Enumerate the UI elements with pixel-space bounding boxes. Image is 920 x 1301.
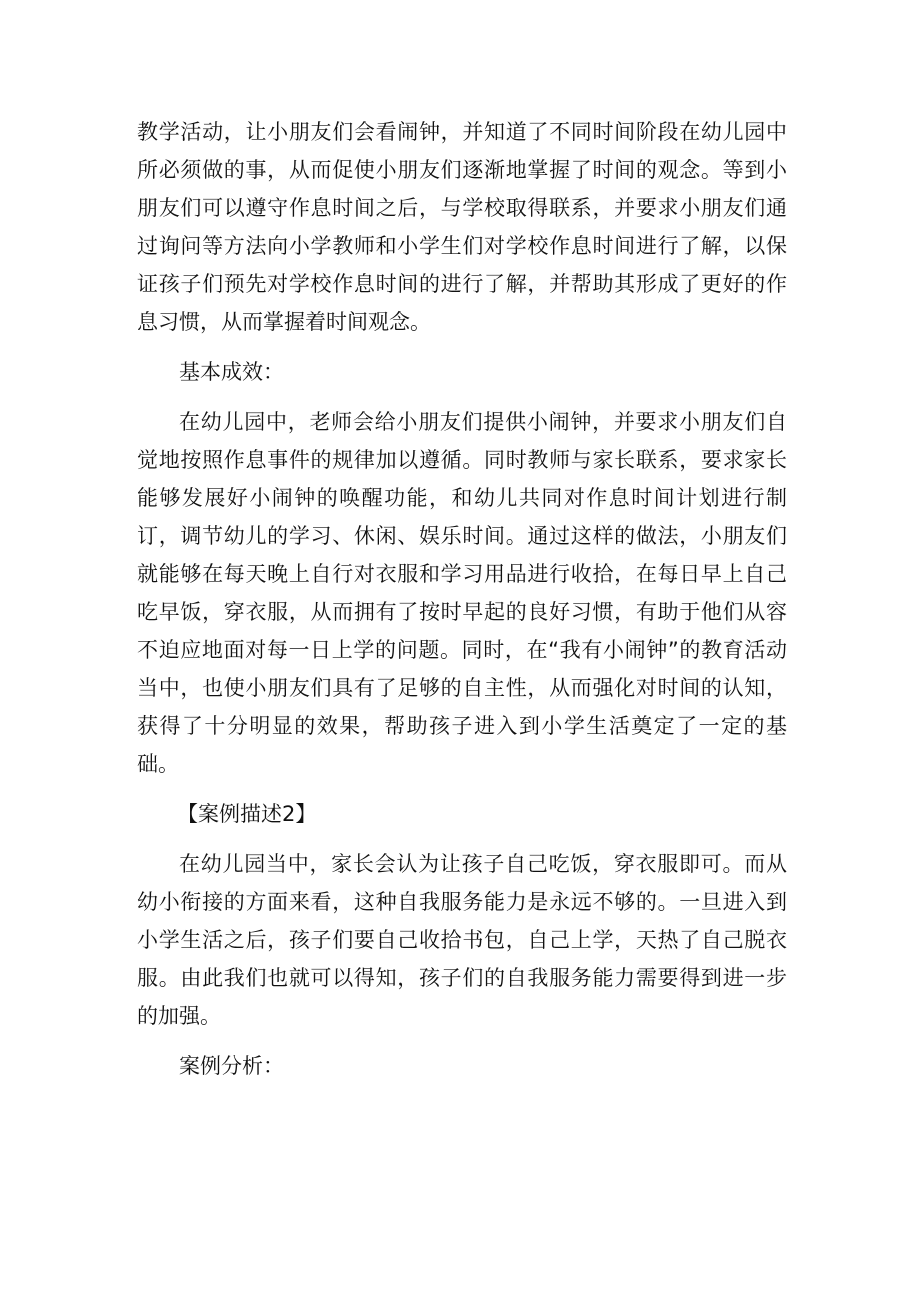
section-heading-basic-results: 基本成效： — [179, 360, 284, 384]
paragraph-basic-results: 在幼儿园中，老师会给小朋友们提供小闹钟，并要求小朋友们自觉地按照作息事件的规律加以遵循。同时教师与家长联系，要求家长能够发展好小闹钟的唤醒功能，和幼儿共同对作息时间计划进行制订，调节幼儿的学习、休闲、娱乐时间。通过这样的做法，小朋友们就能够在每天晚上自行对衣服和学习用品进行收拾，在每日早上自己吃早饭，穿衣服，从而拥有了按时早起的良好习惯，有助于他们从容不迫应地面对每一日上学的问题。同时，在“我有小闹钟”的教育活动当中，也使小朋友们具有了足够的自主性，从而强化对时间的认知，获得了十分明显的效果，帮助孩子进入到小学生活奠定了一定的基础。 — [137, 410, 787, 776]
paragraph-continuation: 教学活动，让小朋友们会看闹钟，并知道了不同时间阶段在幼儿园中所必须做的事，从而促使小朋友们逐渐地掌握了时间的观念。等到小朋友们可以遵守作息时间之后，与学校取得联系，并要求小朋友们通过询问等方法向小学教师和小学生们对学校作息时间进行了解，以保证孩子们预先对学校作息时间的进行了解，并帮助其形成了更好的作息习惯，从而掌握着时间观念。 — [137, 120, 787, 334]
section-heading-case-analysis: 案例分析： — [179, 1054, 284, 1078]
document-body — [137, 113, 787, 1097]
paragraph-case-description-2: 在幼儿园当中，家长会认为让孩子自己吃饭，穿衣服即可。而从幼小衔接的方面来看，这种自我服务能力是永远不够的。一旦进入到小学生活之后，孩子们要自己收拾书包，自己上学，天热了自己脱衣服。由此我们也就可以得知，孩子们的自我服务能力需要得到进一步的加强。 — [137, 852, 787, 1028]
case-title-2: 【案例描述2】 — [177, 802, 317, 826]
